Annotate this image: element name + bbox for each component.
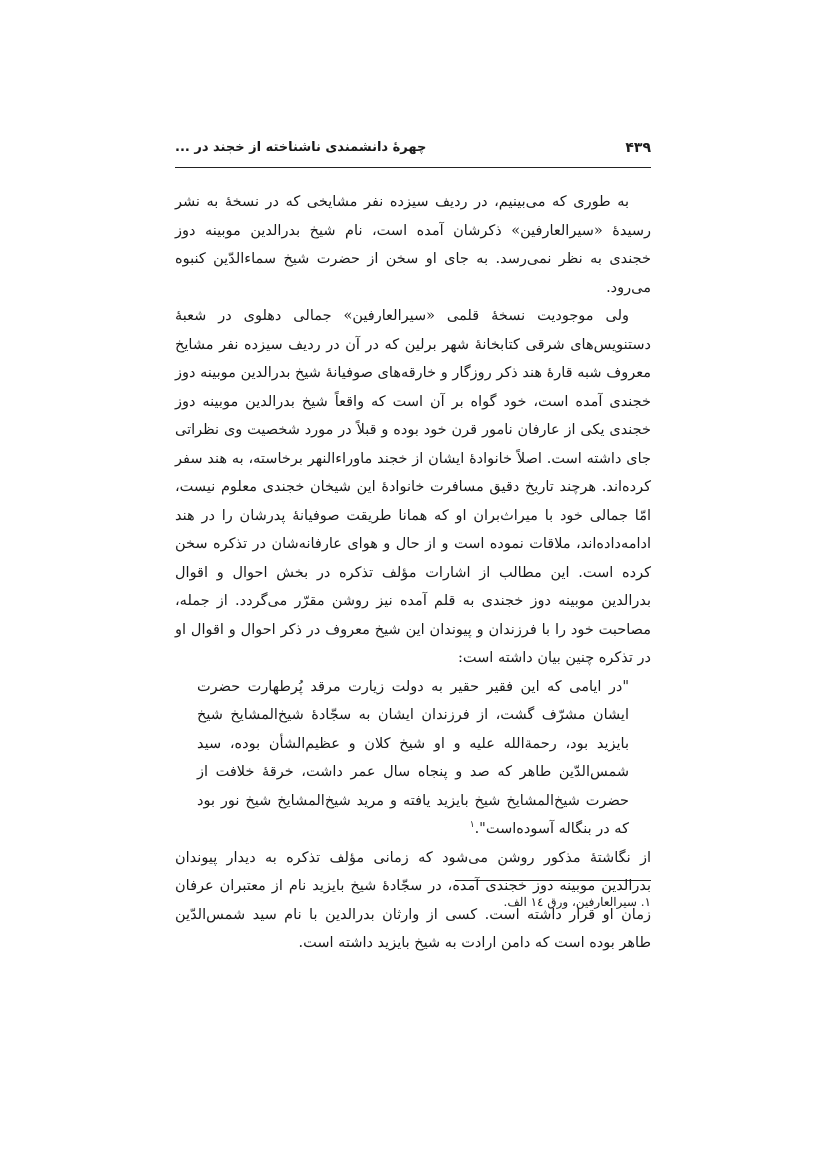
header-divider (175, 167, 651, 168)
paragraph-2: ولی موجودیت نسخهٔ قلمی «سیرالعارفین» جمالی دهلوی در شعبهٔ دستنویس‌های شرقی کتابخانهٔ شهر برلین که در آن در ردیف سیزده نفر مشایخ معروف شبه قارهٔ هند ذکر روزگار و خارقه‌های صوفیانهٔ شیخ بدرالدین موبینه دوز خجندی آمده است، خود گواه بر آن است که واقعاً شیخ بدرالدین موبینه دوز خجندی یکی از عارفان نامور قرن خود بوده و قبلاً در مورد شخصیت وی نظراتی جای داشته است. اصلاً خانوادهٔ ایشان از خجند ماوراءالنهر برخاسته، به هند سفر کرده‌اند. هرچند تاریخ دقیق مسافرت خانوادهٔ این شیخان خجندی معلوم نیست، امّا جمالی خود با میراث‌بران او که همانا طریقت صوفیانهٔ پدرشان را در هند ادامه‌داده‌اند، ملاقات نموده است و از حال و هوای عارفانه‌شان در تذکره سخن کرده است. این مطالب از اشارات مؤلف تذکره در بخش احوال و اقوال بدرالدین موبینه دوز خجندی به قلم آمده نیز روشن مقرّر می‌گردد. از جمله، مصاحبت خود را با فرزندان و پیوندان این شیخ معروف در ذکر احوال و اقوال او در تذکره چنین بیان داشته است: (175, 308, 651, 666)
paragraph-1: به طوری که می‌بینیم، در ردیف سیزده نفر مشایخی که در نسخهٔ به نشر رسیدهٔ «سیرالعارفین» ذکرشان آمده است، نام شیخ بدرالدین موبینه دوز خجندی به نظر نمی‌رسد. به جای او سخن از حضرت شیخ سماءالدّین کنبوه می‌رود. (175, 194, 651, 296)
running-title: چهرهٔ دانشمندی ناشناخته از خجند در ... (175, 140, 427, 155)
body-text (175, 188, 651, 958)
block-quote (175, 673, 651, 844)
quote-text: "در ایامی که این فقیر حقیر به دولت زیارت مرقد پُرطهارت حضرت ایشان مشرّف گشت، از فرزندان ایشان به سجّادهٔ شیخ‌المشایخ شیخ بایزید بود، رحمةالله علیه و او شیخ کلان و عظیم‌الشأن بوده، سید شمس‌الدّین طاهر که صد و پنجاه سال عمر داشت، خرقهٔ خلافت از حضرت شیخ‌المشایخ شیخ بایزید یافته و مرید شیخ‌المشایخ شیخ نور بود که در بنگاله آسوده‌است". (197, 678, 629, 837)
page-header (175, 140, 651, 164)
footnote: ۱. سیرالعارفین، ورق ١٤ الف. (503, 895, 651, 909)
paragraph-3: از نگاشتهٔ مذکور روشن می‌شود که زمانی مؤلف تذکره به دیدار پیوندان بدرالدین موبینه دوز خجندی آمده، در سجّادهٔ شیخ بایزید نام از معتبران عرفان زمان او قرار داشته است. کسی از وارثان بدرالدین با نام سید شمس‌الدّین طاهر بوده است که دامن ارادت به شیخ بایزید داشته است. (175, 849, 651, 951)
page-number: ۴۳۹ (625, 140, 651, 156)
footnote-divider (455, 880, 651, 881)
footnote-reference: ۱ (469, 820, 475, 831)
